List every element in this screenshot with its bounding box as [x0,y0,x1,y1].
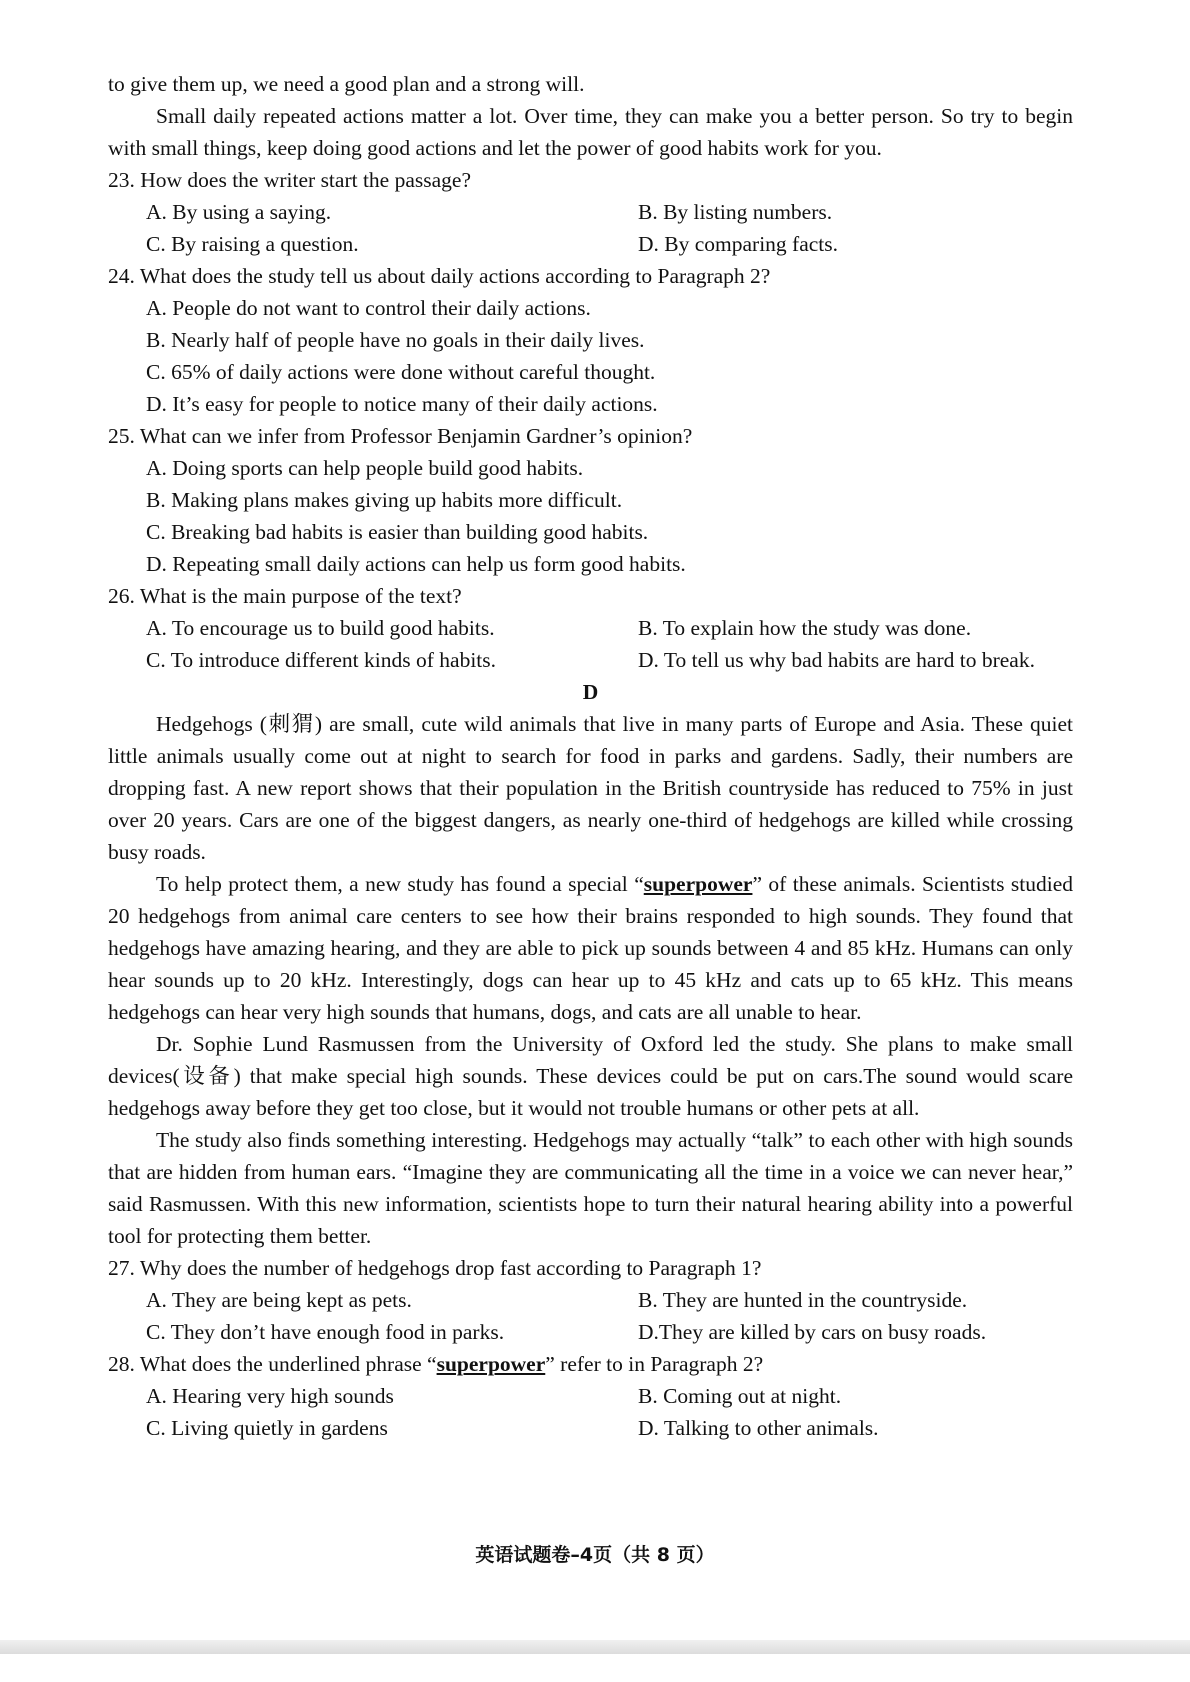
underlined-term: superpower [436,1352,546,1376]
option-a: A. By using a saying. [146,200,332,224]
option-d: D. Repeating small daily actions can help us form good habits. [146,552,686,576]
option-row [108,1380,1073,1412]
question-stem: 23. How does the writer start the passage? [108,168,472,192]
option-d: D. Talking to other animals. [638,1416,879,1440]
option-b: B. Making plans makes giving up habits more difficult. [146,488,623,512]
option-d: D. By comparing facts. [638,232,839,256]
question-stem: 25. What can we infer from Professor Benjamin Gardner’s opinion? [108,424,693,448]
question-stem [108,1348,1073,1380]
option-a: A. To encourage us to build good habits. [146,616,495,640]
option-b: B. By listing numbers. [638,200,833,224]
option-a: A. People do not want to control their daily actions. [146,296,591,320]
option-b: B. To explain how the study was done. [638,616,972,640]
section-heading-d: D [582,680,599,704]
passage-d-paragraph-4: The study also finds something interesting. Hedgehogs may actually “talk” to each other with high sounds that are hidden from human ears. “Imagine they are communicating all the time in a voice we can never hear,” said Rasmussen. With this new information, scientists hope to turn their natural hearing ability into a powerful tool for protecting them better. [108,1128,1073,1248]
stem-text: ” refer to in Paragraph 2? [545,1352,764,1376]
question-stem: 27. Why does the number of hedgehogs drop fast according to Paragraph 1? [108,1256,762,1280]
stem-text: 28. What does the underlined phrase “ [108,1352,437,1376]
option-row [108,644,1073,676]
option-c: C. Living quietly in gardens [146,1416,388,1440]
question-27 [108,1252,1073,1348]
option-row [108,228,1073,260]
option-a: A. Doing sports can help people build good habits. [146,456,584,480]
paragraph-text: ” of these animals. Scientists studied 20 hedgehogs from animal care centers to see how their brains responded to high sounds. They found that hedgehogs have amazing hearing, and they are able to pick up sounds between 4 and 85 kHz. Humans can only hear sounds up to 20 kHz. Interestingly, dogs can hear up to 45 kHz and cats up to 65 kHz. This means hedgehogs can hear very high sounds that humans, dogs, and cats are all unable to hear. [108,872,1073,1024]
passage-c-final-paragraph: Small daily repeated actions matter a lot. Over time, they can make you a better person. So try to begin with small things, keep doing good actions and let the power of good habits work for you. [108,104,1073,160]
passage-d-paragraph-3: Dr. Sophie Lund Rasmussen from the University of Oxford led the study. She plans to make small devices(设备) that make special high sounds. These devices could be put on cars.The sound would scare hedgehogs away before they get too close, but it would not trouble humans or other pets at all. [108,1032,1073,1120]
question-26 [108,580,1073,676]
underlined-term: superpower [643,872,753,896]
option-row [108,1316,1073,1348]
question-25 [108,420,1073,580]
scan-bottom-edge [0,1640,1190,1654]
passage-d-paragraph-2 [108,868,1073,1028]
question-24 [108,260,1073,420]
option-row [108,1284,1073,1316]
option-c: C. 65% of daily actions were done without careful thought. [146,360,656,384]
option-b: B. They are hunted in the countryside. [638,1288,968,1312]
option-d: D.They are killed by cars on busy roads. [638,1320,987,1344]
option-c: C. They don’t have enough food in parks. [146,1320,505,1344]
paragraph-text: To help protect them, a new study has found a special “ [156,872,644,896]
option-row [108,612,1073,644]
option-c: C. Breaking bad habits is easier than building good habits. [146,520,649,544]
question-stem: 24. What does the study tell us about daily actions according to Paragraph 2? [108,264,771,288]
option-a: A. They are being kept as pets. [146,1288,412,1312]
option-b: B. Nearly half of people have no goals in their daily lives. [146,328,645,352]
option-c: C. To introduce different kinds of habits. [146,648,497,672]
question-23 [108,164,1073,260]
option-d: D. It’s easy for people to notice many of their daily actions. [146,392,658,416]
option-a: A. Hearing very high sounds [146,1384,394,1408]
passage-c-last-line: to give them up, we need a good plan and a strong will. [108,72,585,96]
option-b: B. Coming out at night. [638,1384,842,1408]
page-content [108,68,1073,1444]
option-d: D. To tell us why bad habits are hard to break. [638,648,1035,672]
option-row [108,196,1073,228]
question-stem: 26. What is the main purpose of the text? [108,584,462,608]
option-row [108,1412,1073,1444]
page-footer: 英语试题卷–4页（共 8 页） [475,1544,715,1566]
question-28 [108,1348,1073,1444]
option-c: C. By raising a question. [146,232,359,256]
passage-d-paragraph-1: Hedgehogs (刺猬) are small, cute wild animals that live in many parts of Europe and Asia. These quiet little animals usually come out at night to search for food in parks and gardens. Sadly, their numbers are dropping fast. A new report shows that their population in the British countryside has reduced to 75% in just over 20 years. Cars are one of the biggest dangers, as nearly one-third of hedgehogs are killed while crossing busy roads. [108,712,1073,864]
